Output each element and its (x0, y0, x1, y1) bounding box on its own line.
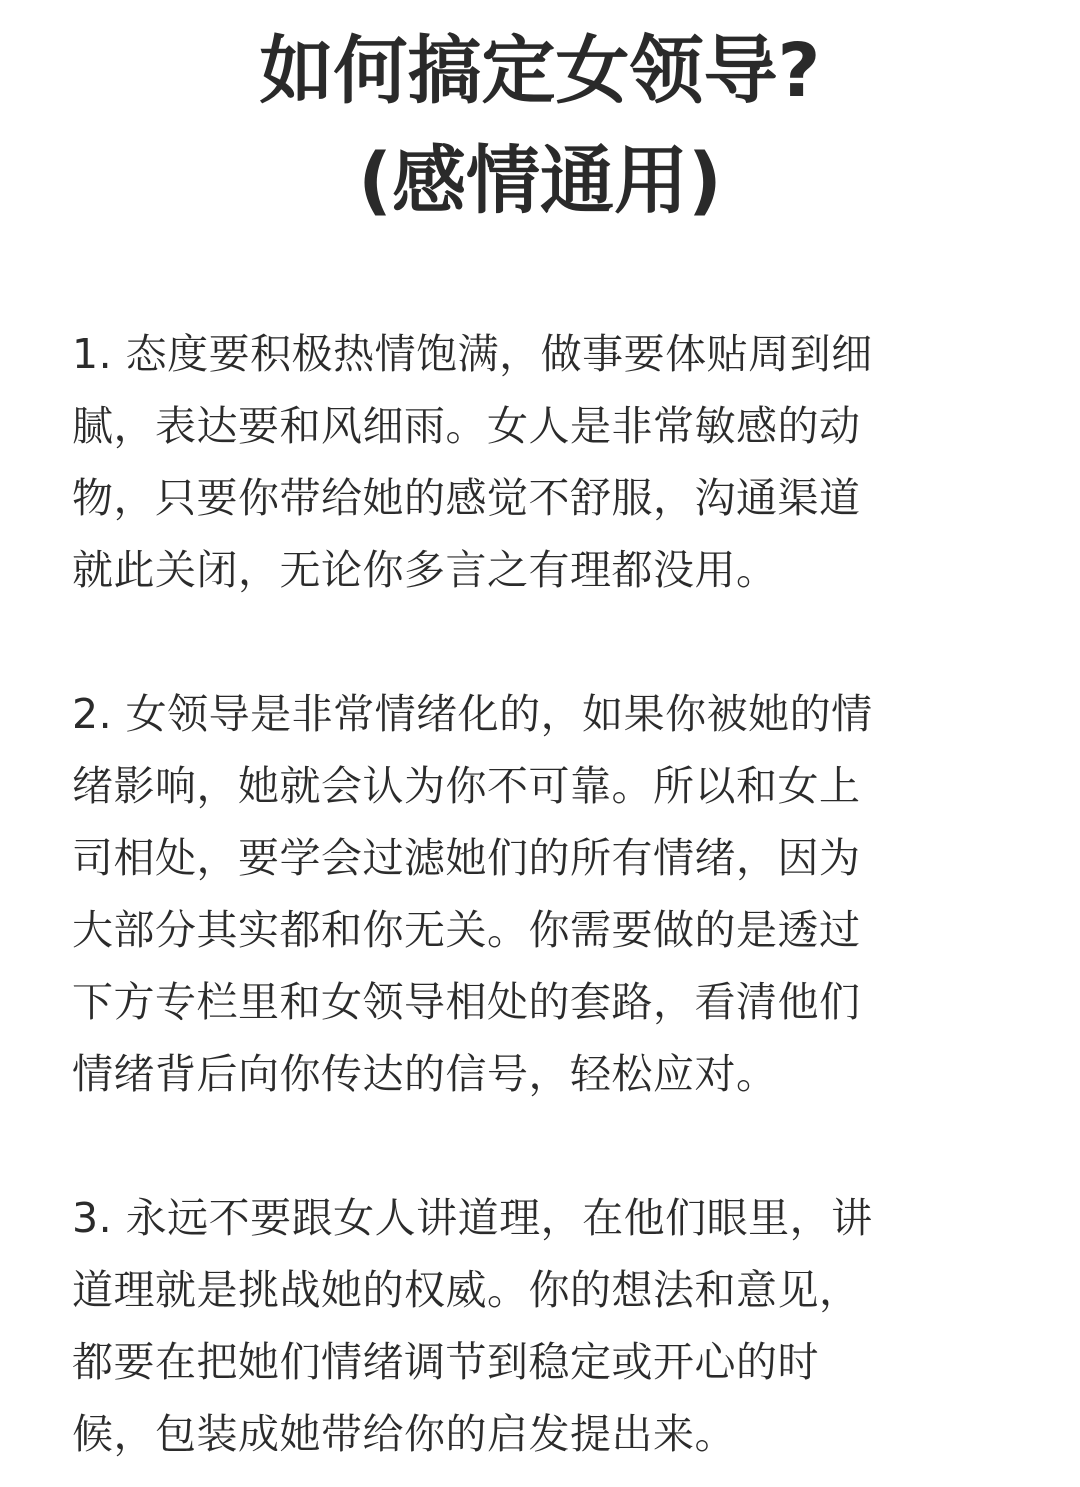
paragraph-line: 道理就是挑战她的权威。你的想法和意见， (72, 1266, 861, 1314)
paragraph-line: 3. 永远不要跟女人讲道理，在他们眼里，讲 (72, 1194, 873, 1242)
paragraph-line: 大部分其实都和你无关。你需要做的是透过 (72, 906, 861, 954)
paragraph-line: 下方专栏里和女领导相处的套路，看清他们 (72, 978, 861, 1026)
paragraph-2 (72, 678, 988, 1110)
paragraph-line: 情绪背后向你传达的信号，轻松应对。 (72, 1050, 778, 1098)
page-title: 如何搞定女领导? (259, 28, 821, 114)
paragraph-line: 1. 态度要积极热情饱满，做事要体贴周到细 (72, 330, 873, 378)
paragraph-line: 绪影响，她就会认为你不可靠。所以和女上 (72, 762, 861, 810)
paragraph-line: 司相处，要学会过滤她们的所有情绪，因为 (72, 834, 861, 882)
paragraph-line: 都要在把她们情绪调节到稳定或开心的时 (72, 1338, 819, 1386)
paragraph-line: 候，包装成她带给你的启发提出来。 (72, 1410, 736, 1458)
paragraph-line: 腻，表达要和风细雨。女人是非常敏感的动 (72, 402, 861, 450)
paragraph-line: 物，只要你带给她的感觉不舒服，沟通渠道 (72, 474, 861, 522)
paragraph-line: 2. 女领导是非常情绪化的，如果你被她的情 (72, 690, 873, 738)
page-subtitle: (感情通用) (358, 138, 722, 224)
paragraph-1 (72, 318, 988, 606)
paragraph-3 (72, 1182, 988, 1470)
paragraph-line: 就此关闭，无论你多言之有理都没用。 (72, 546, 778, 594)
